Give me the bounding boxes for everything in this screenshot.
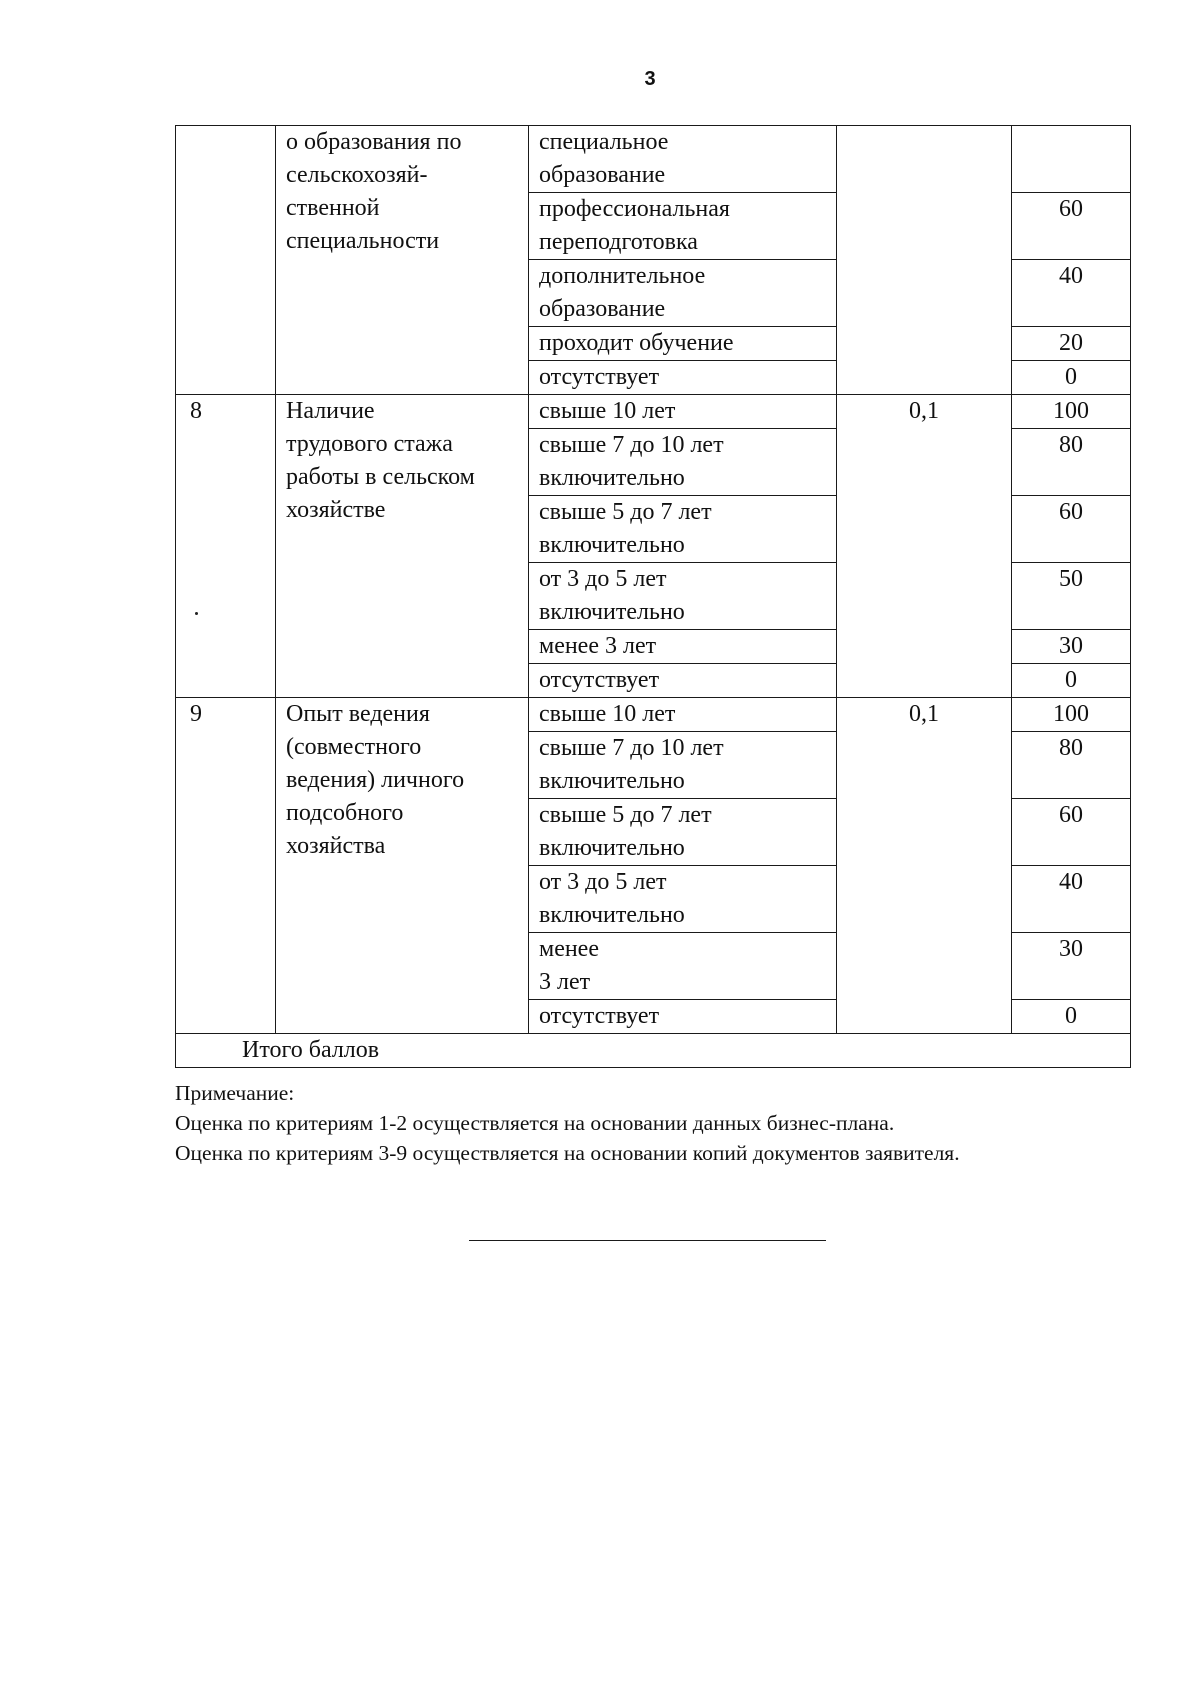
row9-weight: 0,1	[837, 698, 1012, 1034]
score-cell: 60	[1012, 496, 1131, 563]
score-cell: 80	[1012, 429, 1131, 496]
option-line: включительно	[539, 599, 685, 625]
criterion-line: специальности	[286, 228, 440, 254]
score-cell: 50	[1012, 563, 1131, 630]
option-line: отсутствует	[539, 667, 660, 693]
score-cell: 40	[1012, 866, 1131, 933]
score-cell	[1012, 126, 1131, 193]
table-row	[176, 395, 1131, 429]
option-cell	[529, 429, 837, 496]
option-line: включительно	[539, 835, 685, 861]
option-cell	[529, 630, 837, 664]
option-cell	[529, 395, 837, 429]
notes-line: Оценка по критериям 3-9 осуществляется на основании копий документов заявителя.	[175, 1141, 960, 1165]
score-cell: 60	[1012, 799, 1131, 866]
score-cell: 0	[1012, 1000, 1131, 1034]
option-cell	[529, 1000, 837, 1034]
option-line: отсутствует	[539, 364, 660, 390]
option-cell	[529, 732, 837, 799]
row9-criterion	[276, 698, 529, 1034]
option-line: образование	[539, 296, 666, 322]
option-line: менее 3 лет	[539, 633, 657, 659]
option-line: менее	[539, 936, 599, 962]
score-cell: 40	[1012, 260, 1131, 327]
option-line: 3 лет	[539, 969, 591, 995]
option-cell	[529, 563, 837, 630]
score-cell: 100	[1012, 395, 1131, 429]
criterion-line: (совместного	[286, 734, 422, 760]
option-line: включительно	[539, 768, 685, 794]
option-line: переподготовка	[539, 229, 698, 255]
row8-number: 8	[176, 395, 276, 698]
option-line: образование	[539, 162, 666, 188]
criterion-line: сельскохозяй-	[286, 162, 428, 188]
score-cell: 0	[1012, 361, 1131, 395]
criterion-line: Опыт ведения	[286, 701, 430, 727]
option-cell	[529, 933, 837, 1000]
option-line: свыше 10 лет	[539, 398, 676, 424]
score-cell: 100	[1012, 698, 1131, 732]
row8-weight: 0,1	[837, 395, 1012, 698]
total-label: Итого баллов	[176, 1034, 1131, 1068]
criterion-line: подсобного	[286, 800, 404, 826]
option-cell	[529, 193, 837, 260]
option-line: от 3 до 5 лет	[539, 869, 667, 895]
score-cell: 30	[1012, 933, 1131, 1000]
criterion-line: Наличие	[286, 398, 375, 424]
criterion-line: ственной	[286, 195, 380, 221]
score-cell: 80	[1012, 732, 1131, 799]
criterion-line: ведения) личного	[286, 767, 465, 793]
option-cell	[529, 496, 837, 563]
option-line: свыше 7 до 10 лет	[539, 432, 724, 458]
criterion-line: хозяйстве	[286, 497, 386, 523]
option-cell	[529, 260, 837, 327]
page-number: 3	[644, 68, 656, 90]
option-line: от 3 до 5 лет	[539, 566, 667, 592]
row7-number	[176, 126, 276, 395]
score-cell: 60	[1012, 193, 1131, 260]
table-row-total	[176, 1034, 1131, 1068]
notes-line: Оценка по критериям 1-2 осуществляется на основании данных бизнес-плана.	[175, 1111, 895, 1135]
row7-criterion	[276, 126, 529, 395]
option-line: свыше 10 лет	[539, 701, 676, 727]
option-line: профессиональная	[539, 196, 730, 222]
option-line: свыше 7 до 10 лет	[539, 735, 724, 761]
table-row	[176, 126, 1131, 193]
criterion-line: трудового стажа	[286, 431, 453, 457]
option-cell	[529, 361, 837, 395]
option-line: специальное	[539, 129, 669, 155]
option-line: проходит обучение	[539, 330, 734, 356]
criterion-line: работы в сельском	[286, 464, 475, 490]
option-line: включительно	[539, 465, 685, 491]
row9-number: 9	[176, 698, 276, 1034]
score-cell: 20	[1012, 327, 1131, 361]
option-cell	[529, 664, 837, 698]
table-row	[176, 698, 1131, 732]
option-line: дополнительное	[539, 263, 706, 289]
option-line: включительно	[539, 532, 685, 558]
row8-criterion	[276, 395, 529, 698]
score-cell: 30	[1012, 630, 1131, 664]
score-cell: 0	[1012, 664, 1131, 698]
signature-rule	[469, 1240, 826, 1241]
option-line: свыше 5 до 7 лет	[539, 802, 712, 828]
row7-weight	[837, 126, 1012, 395]
option-line: включительно	[539, 902, 685, 928]
notes-heading: Примечание:	[175, 1081, 295, 1105]
option-cell	[529, 126, 837, 193]
option-line: свыше 5 до 7 лет	[539, 499, 712, 525]
criterion-line: хозяйства	[286, 833, 386, 859]
option-line: отсутствует	[539, 1003, 660, 1029]
option-cell	[529, 698, 837, 732]
option-cell	[529, 866, 837, 933]
option-cell	[529, 327, 837, 361]
notes-block	[175, 1078, 1135, 1168]
option-cell	[529, 799, 837, 866]
criterion-line: о образования по	[286, 129, 462, 155]
criteria-table	[175, 125, 1131, 1068]
